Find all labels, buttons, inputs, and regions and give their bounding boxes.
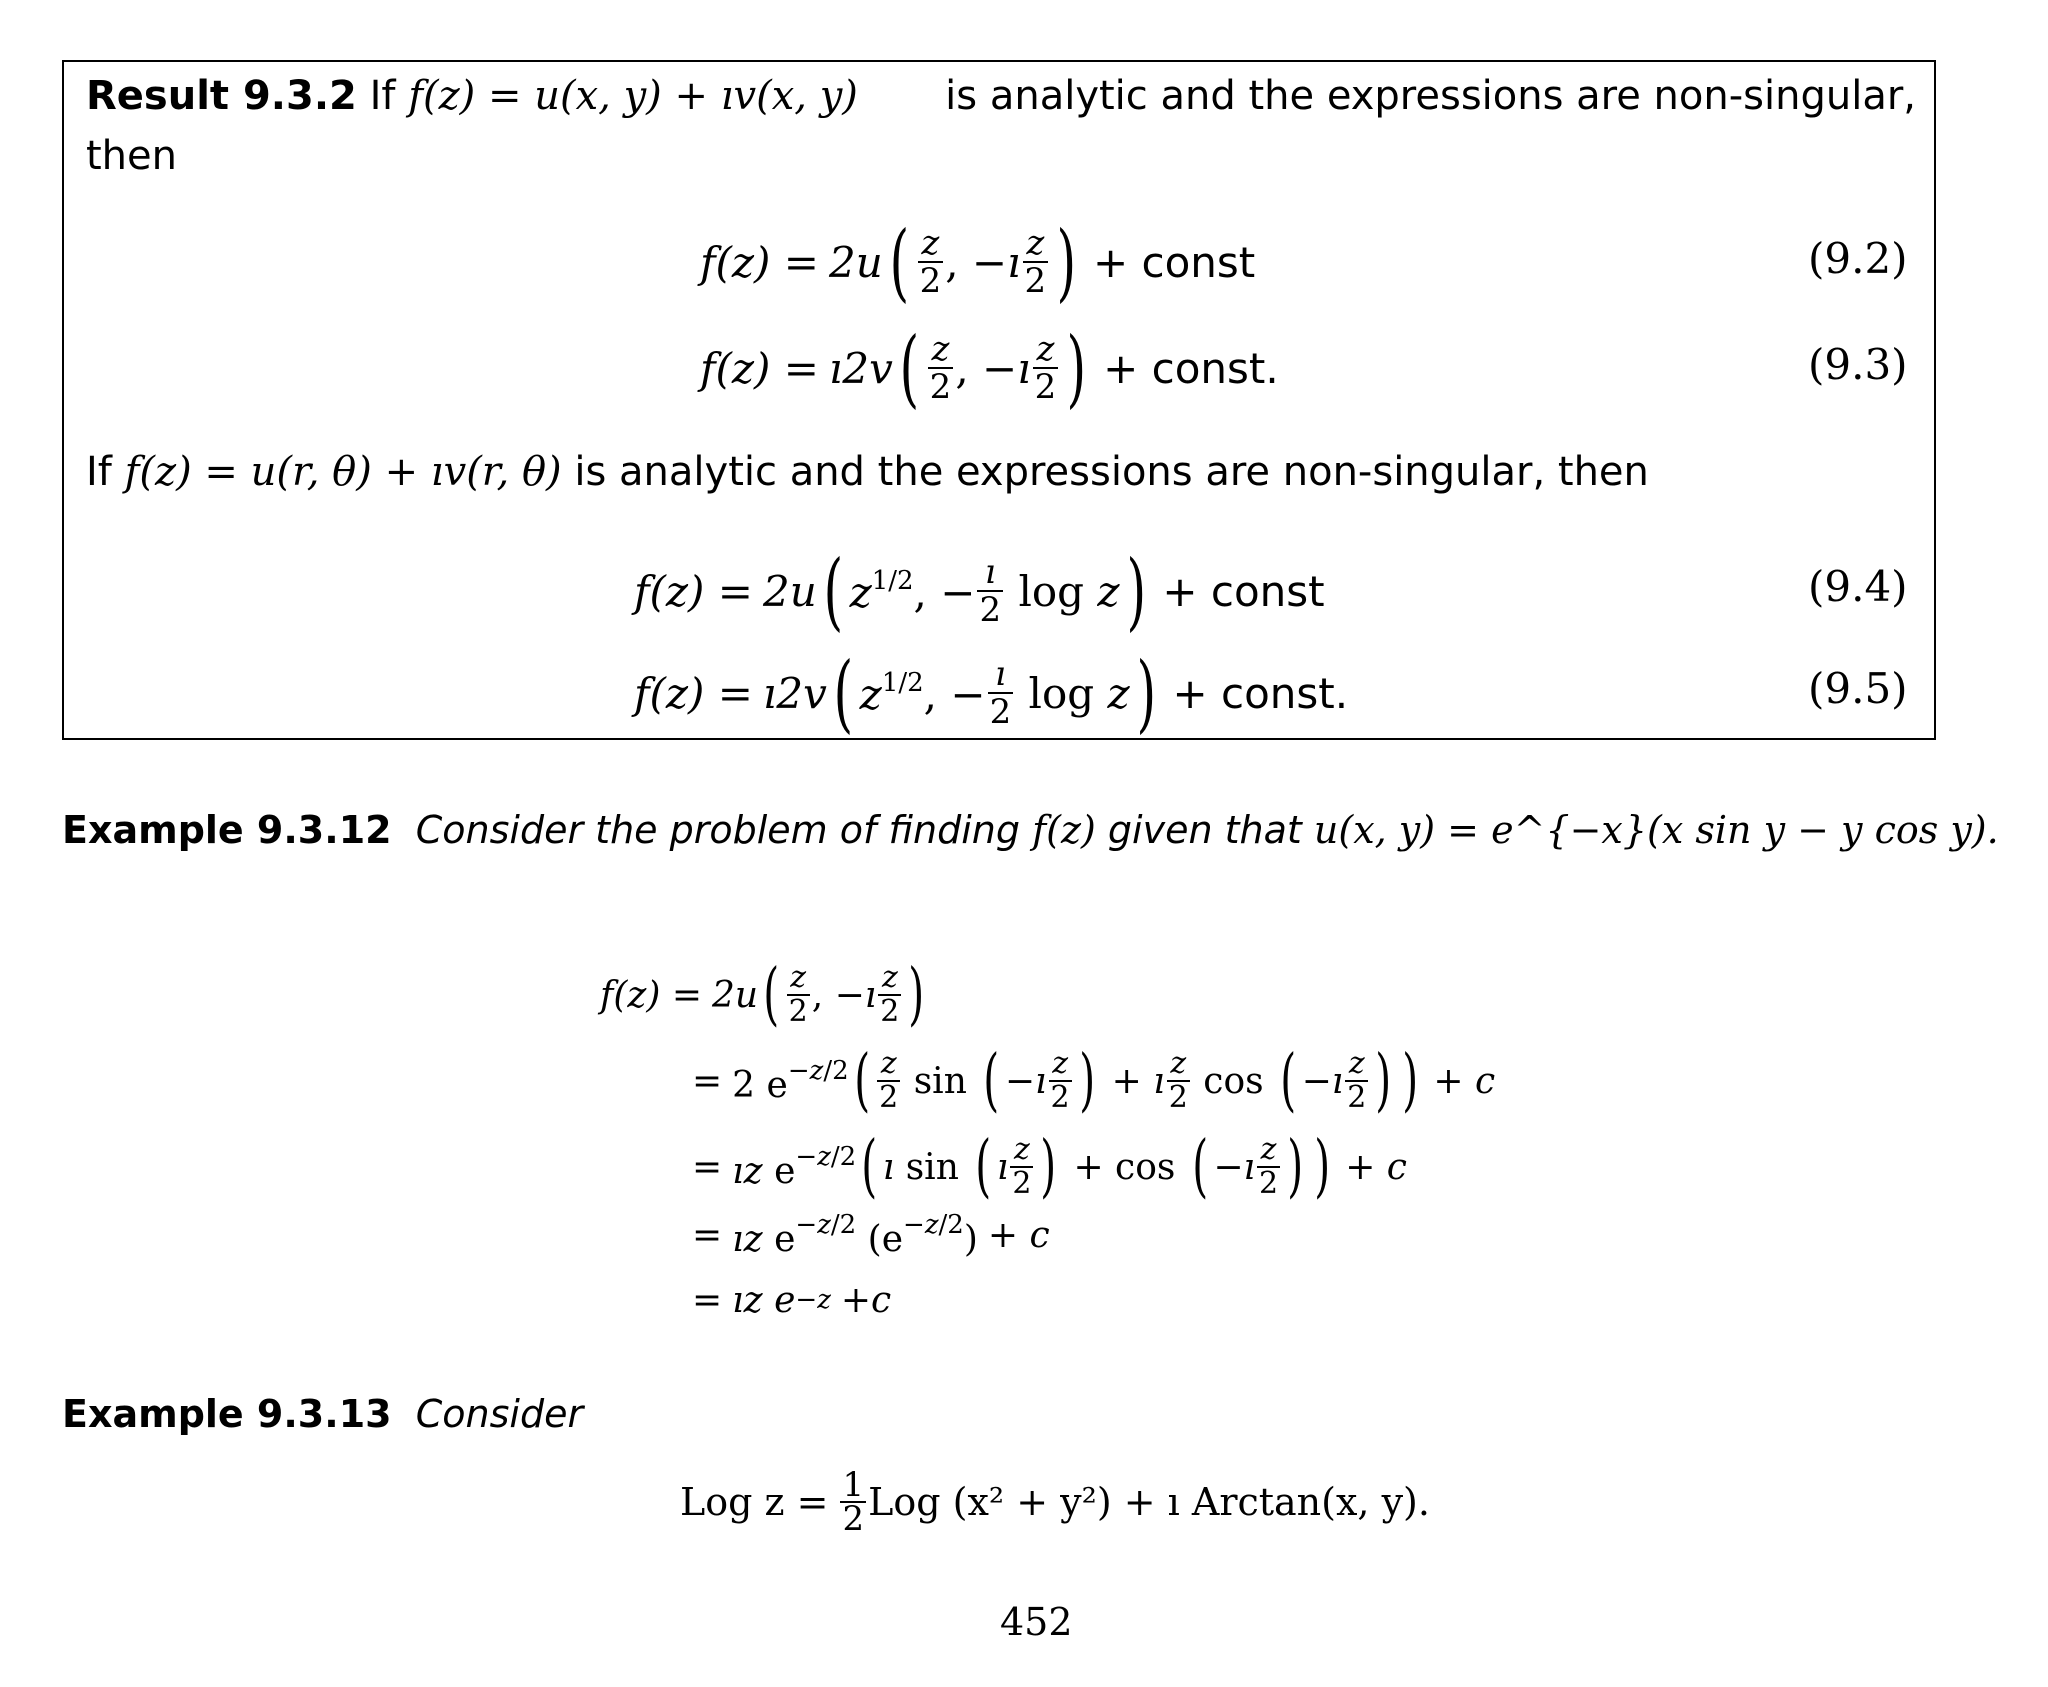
equation-number-9-5: (9.5) [1808,664,1908,713]
equation-9-2: f(z) = 2u ( $\frac{z}{2}$ , −ı $\frac{z}{2}$ ) + const [700,213,1256,311]
eq-coef: ı2v [763,668,827,718]
example-given: given that [1107,808,1302,852]
equation-9-3: f(z) = ı2v ( $\frac{z}{2}$ , −ı $\frac{z}{2}$ ) + const. [700,319,1279,417]
line5-tail: +c [840,1279,892,1321]
equation-9-5: f(z) = ı2v ( $z^{1/2}$, − $\frac{ı}{2}$ log z ) + const. [634,644,1349,742]
eq-const: + const. [1103,343,1279,393]
result-intro-line [86,70,1916,122]
polar-if: If [86,449,112,495]
polar-rest: is analytic and the expressions are non-singular, then [574,449,1649,495]
eq-sign: = [692,1060,723,1102]
example-9-3-12-statement [62,808,1999,852]
eq-const: + const [1162,566,1325,616]
result-intro-expr: f(z) = u(x, y) + ıv(x, y) [408,73,858,119]
result-if: If [369,73,396,119]
result-intro-rest: is analytic and the expressions are non-singular, [945,73,1916,119]
plus-c: + c [987,1214,1050,1256]
eq-lhs: f(z) = [700,237,819,287]
eq-sign: = [692,1279,723,1321]
equation-number-9-4: (9.4) [1808,562,1908,611]
example-text: Consider the problem of finding [415,808,1020,852]
example-text: Consider [415,1392,584,1436]
result-label: Result 9.3.2 [86,73,357,119]
log-lhs: Log z = [680,1480,829,1524]
derivation-line-2: = 2 $e^{-z/2}$ ( $\frac{z}{2}$ sin ( −ı $\frac{z}{2}$ ) + ı $\frac{z}{2}$ cos ( −ı $\frac{z}{2}$ ) ) + c [692,1041,1496,1120]
derivation-lhs: f(z) = [600,974,702,1016]
example-expr: u(x, y) = e^{−x}(x sin y − y cos y). [1313,808,1999,852]
line5-sup: −z [795,1285,831,1315]
eq-const: + const [1092,237,1256,287]
line5-term: ız e [732,1279,796,1321]
log-equation: Log z = $\frac{1}{2}$ Log (x² + y²) + ı Arctan(x, y). [680,1465,1430,1539]
eq-coef: 2u [763,566,817,616]
example-fz: f(z) [1032,808,1096,852]
derivation-line-3: = ız $e^{-z/2}$ ( ı sin ( ı $\frac{z}{2}$ ) + cos ( −ı $\frac{z}{2}$ ) ) + c [692,1127,1407,1206]
example-label: Example 9.3.13 [62,1392,392,1436]
result-polar-intro [86,446,1649,498]
derivation-line-4: = ız $e^{-z/2}$ $(e^{-z/2})$ + c [692,1210,1050,1260]
eq-coef: ı2v [829,343,893,393]
equation-9-4: f(z) = 2u ( $z^{1/2}$, − $\frac{ı}{2}$ log z ) + const [634,542,1325,640]
eq-sign: = [692,1146,723,1188]
equation-number-9-3: (9.3) [1808,340,1908,389]
polar-expr: f(z) = u(r, θ) + ıv(r, θ) [124,449,562,495]
example-label: Example 9.3.12 [62,808,392,852]
example-9-3-13-statement [62,1392,583,1436]
eq-lhs: f(z) = [700,343,819,393]
result-intro-then: then [86,133,177,179]
plus-c: + c [1433,1060,1496,1102]
eq-lhs: f(z) = [634,566,753,616]
result-box [62,60,1936,740]
derivation-line-5 [692,1270,891,1330]
equation-number-9-2: (9.2) [1808,234,1908,283]
page-number: 452 [1000,1600,1073,1644]
eq-sign: = [692,1214,723,1256]
log-rhs: Log (x² + y²) + ı Arctan(x, y). [868,1480,1430,1524]
derivation-line-1: f(z) = 2u ( $\frac{z}{2}$ , −ı $\frac{z}{2}$ ) [600,955,925,1034]
plus-c: + c [1345,1146,1407,1188]
eq-const: + const. [1172,668,1349,718]
eq-lhs: f(z) = [634,668,753,718]
eq-coef: 2u [829,237,883,287]
